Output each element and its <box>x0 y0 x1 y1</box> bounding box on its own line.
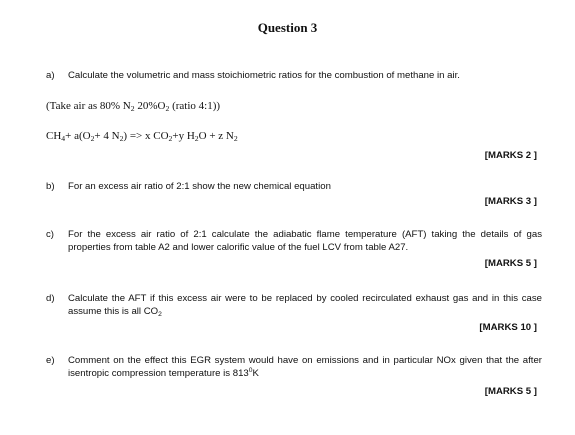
part-b-label: b) <box>46 181 55 192</box>
part-a-equation: $CH_4+ a(O_2+ 4$ $N_2) => x$ $CO_2+y$ $H_2O + z$ $N_2$ <box>46 130 238 143</box>
part-c-marks: [MARKS 5 ] <box>484 258 537 269</box>
part-e-marks: [MARKS 5 ] <box>484 386 537 397</box>
part-c-label: c) <box>46 229 54 240</box>
part-a-label: a) <box>46 70 55 81</box>
part-b-text: For an excess air ratio of 2:1 show the new chemical equation <box>68 181 331 192</box>
part-e-text: Comment on the effect this EGR system would have on emissions and in particular NOx given that the after isentropic compression temperature is $813^0K$ <box>68 355 542 379</box>
part-d-text: Calculate the AFT if this excess air were to be replaced by cooled recirculated exhaust gas and in this case assume this is all $CO_2$ <box>68 293 542 318</box>
part-d-label: d) <box>46 293 55 304</box>
part-a-air-note: (Take air as 80% $N_2$ $20\%O_2$ (ratio 4:1)) <box>46 100 221 113</box>
part-b-marks: [MARKS 3 ] <box>484 196 537 207</box>
question-title: Question 3 <box>257 20 318 35</box>
part-d-marks: [MARKS 10 ] <box>479 322 537 333</box>
part-c-text: For the excess air ratio of 2:1 calculate the adiabatic flame temperature (AFT) taking the details of gas properties from table A2 and lower calorific value of the fuel LCV from table A27. <box>68 229 542 253</box>
part-a-text: Calculate the volumetric and mass stoichiometric ratios for the combustion of methane in air. <box>68 70 460 81</box>
part-a-marks: [MARKS 2 ] <box>484 150 537 161</box>
part-e-label: e) <box>46 355 55 366</box>
